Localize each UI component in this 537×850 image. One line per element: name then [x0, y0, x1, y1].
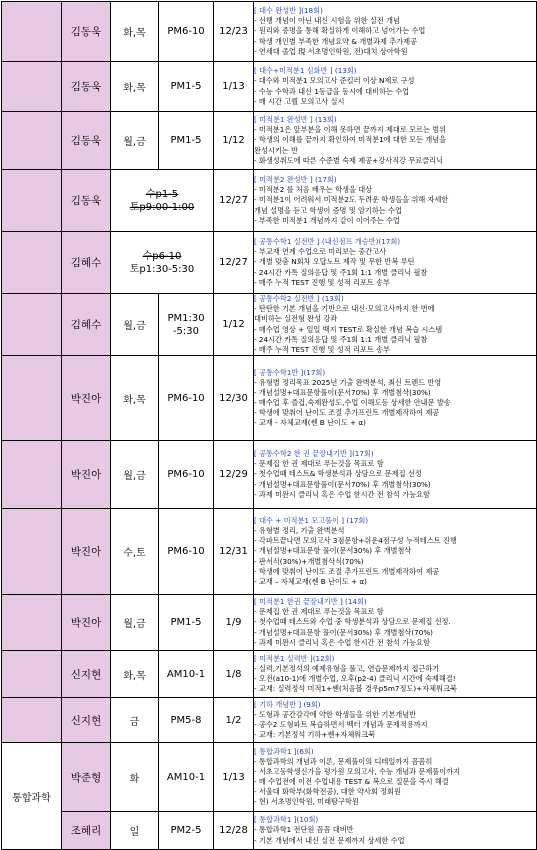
course-detail-line: - 첫수업때 테스트와 수업 중 학생분석과 상담으로 문제집 선정.	[254, 617, 451, 627]
course-detail-line: - 미적분1이 어려워서 미적분2도 두려운 학생들을 위해 자세한	[254, 195, 449, 205]
schedule-body	[2, 2, 537, 850]
class-time-line: PM1-5	[170, 81, 202, 92]
course-detail-line: - 개념설명+대표문항 풀이(문서30%) 후 개별첨삭(70%)	[254, 627, 433, 637]
subject-label: 통합과학	[12, 792, 51, 804]
class-time-line: PM5-8	[170, 714, 202, 726]
start-date: 1/12	[214, 294, 254, 356]
class-time-line: PM1-5	[170, 135, 202, 146]
course-description	[254, 2, 537, 62]
class-row	[2, 294, 537, 356]
class-time-line: -5:30	[172, 325, 200, 337]
course-detail-line: - 기본 개념에서 내신 실전 문제까지 상세한 수업	[254, 835, 405, 845]
course-detail-line: - 미적분1은 앞부분을 이해 못하면 끝까지 제대로 모르는 범위	[254, 125, 447, 135]
subject-cell	[2, 651, 62, 698]
course-detail-line: - 각파트끝나면 모의고사 3점문항+쉬운4점구성 누적테스트 진행	[254, 536, 457, 546]
teacher-name: 조혜리	[62, 812, 111, 850]
class-time	[159, 62, 214, 112]
subject-cell	[2, 441, 62, 509]
course-detail-line: - 연세대 졸업 現 서초명인학원, 전)대치 상아학원	[254, 46, 408, 56]
teacher-name: 신지현	[62, 698, 111, 743]
class-time-line: PM6-10	[167, 392, 205, 404]
course-detail-line: - 학생의 이해를 끝까지 확인하여 미적분1에 대한 모든 개념을	[254, 135, 447, 145]
course-description	[254, 170, 537, 232]
class-row	[2, 112, 537, 170]
course-description	[254, 595, 537, 651]
course-detail-line: - 서울대 화학부(화학전공), 대한 약사회 정회원	[254, 787, 401, 797]
class-time	[159, 743, 214, 812]
class-row	[2, 812, 537, 850]
class-days: 월,금	[111, 595, 159, 651]
course-detail-line: - 화생성취도에 따른 수준별 숙제 제공+강사직강 무료클리닉	[254, 155, 443, 165]
start-date: 12/27	[214, 232, 254, 294]
class-days: 월,금	[111, 441, 159, 509]
course-description	[254, 651, 537, 698]
course-description	[254, 743, 537, 812]
start-date: 1/13	[214, 743, 254, 812]
course-title: [ 대수+미적분1 심화반 ] (13회)	[254, 66, 357, 76]
class-time	[159, 698, 214, 743]
course-detail-line: - 첫수업때 테스트& 학생분석과 상담으로 문제집 선정	[254, 469, 422, 479]
course-detail-line: - 개념설명+대표문항 풀이(문서30%) 후 개별첨삭	[254, 546, 412, 556]
class-time-line: PM1:30	[167, 312, 205, 324]
class-days: 수,토	[111, 509, 159, 595]
course-title: [ 공통수학2 한 권 끝장내기반 ](17회)	[254, 449, 374, 459]
course-detail-line: - 문제집 한 권 제대로 푸는것을 목표로 함	[254, 607, 384, 617]
class-time-line: AM10-1	[166, 771, 206, 783]
course-detail-line: 대비하는 실전형 완성 강좌	[254, 314, 338, 324]
course-detail-line: - 탄탄한 기본 개념을 기반으로 내신·모의고사까지 한 번에	[254, 304, 435, 314]
course-detail-line: - 교재: 기본정석 기하+쎈+자체워크북	[254, 730, 376, 740]
teacher-name: 박준형	[62, 743, 111, 812]
course-title: [ 미적분1 실력반 ](12회)	[254, 653, 335, 663]
teacher-name: 신지현	[62, 651, 111, 698]
course-detail-line: - 서초고등학생신가을 평가원 모의고사, 수능 개념과 문제풀이까지	[254, 766, 461, 776]
course-detail-line: - 매주 누적 TEST 진행 및 성적 리포트 송부	[254, 277, 390, 287]
course-detail-line: - 과제 미완시 클리닉 혹은 수업 한시간 전 참석 가능요함	[254, 637, 430, 647]
class-time-line: 수p6-10	[142, 250, 182, 262]
course-description	[254, 812, 537, 850]
course-detail-line: - 유형별 정리목표 2025년 기출 완벽분석, 최신 트렌드 반영	[254, 377, 442, 387]
course-detail-line: - 도형과 공간감각에 약한 학생들을 위한 기본개념반	[254, 709, 417, 719]
course-title: [ 미적분1 한권 끝장내기반 ] (14회)	[254, 597, 367, 607]
subject-cell	[2, 112, 62, 170]
class-row	[2, 170, 537, 232]
start-date: 1/2	[214, 698, 254, 743]
teacher-name: 박진아	[62, 356, 111, 441]
teacher-name: 박진아	[62, 509, 111, 595]
start-date: 12/30	[214, 356, 254, 441]
course-detail-line: - 대수와 미적분1 모의고사 준킬러 이상 N제로 구성	[254, 76, 415, 86]
course-detail-line: - 과제 미완시 클리닉 혹은 수업 한시간 전 참석 가능요함	[254, 489, 430, 499]
class-row	[2, 595, 537, 651]
class-time	[159, 812, 214, 850]
course-title: [ 기하 개념반 ] (9회)	[254, 699, 321, 709]
course-detail-line: - 교재: 실력정석 미적1+쎈(처음볼 경우p5m7정도)+자체워크북	[254, 684, 457, 694]
class-days: 일	[111, 812, 159, 850]
class-time-line: PM1-5	[170, 617, 202, 628]
course-detail-line: - 교재 - 자체교재(쎈 B 난이도 + α)	[254, 418, 366, 428]
class-time-line: PM2-5	[170, 825, 202, 836]
course-description	[254, 112, 537, 170]
start-date: 12/27	[214, 170, 254, 232]
course-description	[254, 356, 537, 441]
schedule-table	[1, 1, 537, 850]
class-time	[159, 441, 214, 509]
teacher-name: 박진아	[62, 595, 111, 651]
class-row	[2, 2, 537, 62]
course-detail-line: - 개념설명+대표문항풀이(문서70%) 후 개별첨삭(30%)	[254, 479, 431, 489]
class-time	[159, 595, 214, 651]
class-time-line: PM6-10	[167, 546, 205, 557]
subject-cell	[2, 170, 62, 232]
subject-cell	[2, 595, 62, 651]
class-time	[111, 170, 214, 232]
class-time-line: 수p1-5	[145, 188, 179, 200]
class-row	[2, 698, 537, 743]
course-description	[254, 62, 537, 112]
course-detail-line: - 수능 수학과 내신 1등급을 동시에 대비하는 수업	[254, 86, 410, 96]
course-detail-line: - 현) 서초명인학원, 미래탐구학원	[254, 797, 359, 807]
class-time-line: 토p1:30-5:30	[129, 263, 195, 275]
course-detail-line: 개념 설명을 듣고 학생이 증명 및 암기하는 수업	[254, 205, 402, 215]
start-date: 1/9	[214, 595, 254, 651]
subject-cell	[2, 62, 62, 112]
course-title: [ 미적분1 완성반 ] (13회)	[254, 115, 337, 125]
class-time	[159, 356, 214, 441]
course-detail-line: - 매 시간 고퀄 모의고사 실시	[254, 96, 345, 106]
teacher-name: 박진아	[62, 441, 111, 509]
start-date: 12/23	[214, 2, 254, 62]
course-title: [ 대수 + 미적분1 모고풀이 ] (17회)	[254, 516, 369, 526]
teacher-name: 김동욱	[62, 62, 111, 112]
class-row	[2, 743, 537, 812]
course-detail-line: - 통합과학1 전단원 꼼꼼 대비반	[254, 825, 354, 835]
subject-cell	[2, 232, 62, 294]
course-description	[254, 232, 537, 294]
subject-cell-integrated-science	[2, 743, 62, 850]
class-time	[159, 651, 214, 698]
course-description	[254, 509, 537, 595]
course-detail-line: - 부교재 연계 수업으로 미리보는 중간고사	[254, 247, 387, 257]
course-detail-line: - 원리와 증명을 통해 확실하게 이해하고 넘어가는 수업	[254, 26, 426, 36]
course-detail-line: - 매주 누적 TEST 진행 및 성적 리포트 송부	[254, 344, 390, 354]
course-title: [ 통합과학1 ](10회)	[254, 815, 319, 825]
start-date: 1/12	[214, 112, 254, 170]
class-time-line: PM6-10	[167, 26, 205, 37]
class-time-line: PM6-10	[167, 469, 205, 480]
class-row	[2, 356, 537, 441]
course-detail-line: - 선행 개념이 아닌 내신 시험을 위한 실전 개념	[254, 16, 400, 26]
course-detail-line: - 매수업 후 즐겁,숙제완성도,수업 이해도등 상세한 안내문 발송	[254, 398, 451, 407]
class-time-line: 토p9:00-1:00	[129, 201, 195, 213]
course-detail-line: - 실력,기본정석의 예제유형을 풀고, 연습문제까지 접근하기	[254, 663, 440, 673]
start-date: 1/13	[214, 62, 254, 112]
class-days: 화,목	[111, 651, 159, 698]
course-detail-line: - 통합과학의 개념과 이론, 문제풀이의 디테일까지 꼼꼼히	[254, 756, 433, 766]
teacher-name: 김동욱	[62, 170, 111, 232]
class-row	[2, 62, 537, 112]
course-description	[254, 698, 537, 743]
course-detail-line: - 24시간 카톡 질의응답 및 주1회 1:1 개별 클리닉 필참	[254, 267, 428, 277]
class-days: 화,목	[111, 2, 159, 62]
course-title: [ 통합과학1 ](6회)	[254, 746, 314, 756]
course-detail-line: - 교재 – 자체교재(쎈 B 난이도 + α)	[254, 576, 367, 586]
class-days: 월,금	[111, 112, 159, 170]
course-detail-line: - 매수업 영상 + 일일 백지 TEST로 확실한 개념 복습 시스템	[254, 324, 443, 334]
class-days: 화,목	[111, 356, 159, 441]
class-time-line: AM10-1	[166, 668, 206, 680]
class-time	[111, 232, 214, 294]
course-detail-line: - 학생에 맞춰어 난이도 조절 추가프린트 개별제작하여 제공	[254, 566, 440, 576]
start-date: 12/29	[214, 441, 254, 509]
class-row	[2, 232, 537, 294]
course-detail-line: - 매 수업전에 이전 수업내용 TEST & 복으로 질문을 즉시 해결	[254, 777, 449, 786]
start-date: 1/8	[214, 651, 254, 698]
class-row	[2, 509, 537, 595]
teacher-name: 김혜수	[62, 294, 111, 356]
subject-cell	[2, 2, 62, 62]
course-title: [ 공통수학2 실전반 ] (13회)	[254, 294, 344, 304]
course-detail-line: - 판서식(30%)+개별첨삭식(70%)	[254, 556, 364, 566]
course-title: [ 대수 완성반 ](18회)	[254, 6, 323, 16]
class-time	[159, 294, 214, 356]
course-detail-line: - 오전(a10-1)에 개별수업, 오후(p2-4) 클리닉 시간에 숙제해결!	[254, 674, 456, 683]
course-description	[254, 441, 537, 509]
class-time	[159, 112, 214, 170]
course-detail-line: - 개념설명+대표문항풀이(문서70%) 후 개별첨삭(30%)	[254, 387, 431, 397]
teacher-name: 김동욱	[62, 112, 111, 170]
class-time	[159, 2, 214, 62]
subject-cell	[2, 356, 62, 441]
course-detail-line: 완성시키는 반	[254, 145, 298, 155]
class-row	[2, 441, 537, 509]
class-days: 화,목	[111, 62, 159, 112]
course-detail-line: - 학생 개인별 부족한 개념요약 & 개별과제 추가제공	[254, 36, 418, 46]
course-detail-line: - 부족한 미적분1 개념까지 같이 이어주는 수업	[254, 215, 400, 225]
subject-cell	[2, 294, 62, 356]
class-days: 금	[111, 698, 159, 743]
subject-cell	[2, 509, 62, 595]
course-title: [ 공통수학1반 ](17회)	[254, 367, 326, 377]
course-title: [ 미적분2 완성반 ] (17회)	[254, 175, 337, 185]
teacher-name: 김혜수	[62, 232, 111, 294]
start-date: 12/28	[214, 812, 254, 850]
course-detail-line: - 24시간 카톡 질의응답 및 주1회 1:1 개별 클리닉 필참	[254, 334, 428, 344]
teacher-name: 김동욱	[62, 2, 111, 62]
course-detail-line: - 유형별 정리, 기출 완벽분석	[254, 526, 345, 536]
course-detail-line: - 문제집 한 권 제대로 푸는것을 목표로 함	[254, 459, 384, 469]
class-time	[159, 509, 214, 595]
class-days: 화	[111, 743, 159, 812]
start-date: 12/31	[214, 509, 254, 595]
course-detail-line: - 공수2 도형파트 복습하면서 벡터 개념과 문제적용까지	[254, 720, 428, 729]
course-description	[254, 294, 537, 356]
class-days: 월,금	[111, 294, 159, 356]
subject-cell	[2, 698, 62, 743]
course-detail-line: - 미적분2 를 처음 배우는 학생을 대상	[254, 185, 373, 195]
course-detail-line: - 학생에 맞춰어 난이도 조절 추가프린트 개별제작하여 제공	[254, 408, 440, 418]
class-row	[2, 651, 537, 698]
course-detail-line: - 개별 맞춤 N회차 오답노트 제작 및 무한 반복 루틴	[254, 257, 415, 267]
course-title: [ 공통수학1 실전반 ] (내신점프 개승반)(17회)	[254, 237, 401, 247]
